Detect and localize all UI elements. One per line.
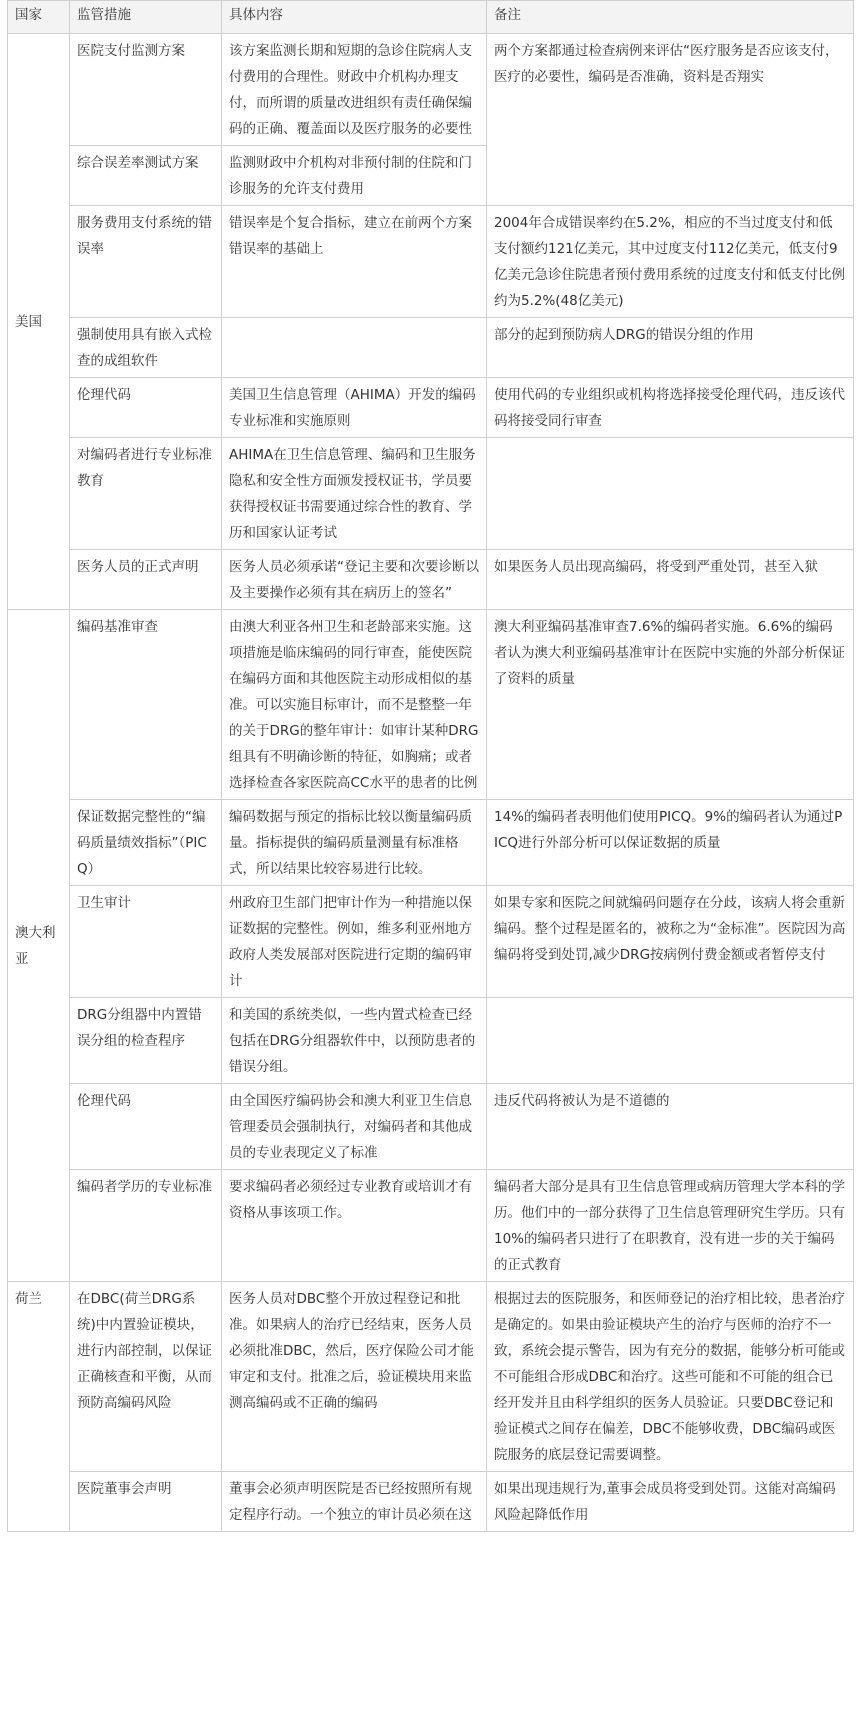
measure-cell: 医院支付监测方案 <box>70 34 222 146</box>
header-country: 国家 <box>8 1 70 34</box>
content-cell: AHIMA在卫生信息管理、编码和卫生服务隐私和安全性方面颁发授权证书，学员要获得授权证书需要通过综合性的教育、学历和国家认证考试 <box>222 438 487 550</box>
table-row <box>8 1170 854 1282</box>
content-cell <box>222 318 487 378</box>
country-cell-usa: 美国 <box>8 34 70 610</box>
table-row <box>8 550 854 610</box>
measure-cell: 医院董事会声明 <box>70 1472 222 1532</box>
measure-cell: 编码基准审查 <box>70 610 222 800</box>
content-cell: 由澳大利亚各州卫生和老龄部来实施。这项措施是临床编码的同行审查，能使医院在编码方面和其他医院主动形成相似的基准。可以实施目标审计，而不是整整一年的关于DRG的整年审计：如审计某种DRG组具有不明确诊断的特征，如胸痛；或者选择检查各家医院高CC水平的患者的比例 <box>222 610 487 800</box>
measure-cell: 卫生审计 <box>70 886 222 998</box>
measure-cell: 编码者学历的专业标准 <box>70 1170 222 1282</box>
content-cell: 董事会必须声明医院是否已经按照所有规定程序行动。一个独立的审计员必须在这 <box>222 1472 487 1532</box>
table-row <box>8 438 854 550</box>
content-cell: 错误率是个复合指标，建立在前两个方案错误率的基础上 <box>222 206 487 318</box>
measure-cell: 伦理代码 <box>70 1084 222 1170</box>
table-row <box>8 800 854 886</box>
content-cell: 州政府卫生部门把审计作为一种措施以保证数据的完整性。例如，维多利亚州地方政府人类发展部对医院进行定期的编码审计 <box>222 886 487 998</box>
header-measure: 监管措施 <box>70 1 222 34</box>
table-row <box>8 998 854 1084</box>
remark-cell: 如果专家和医院之间就编码问题存在分歧，该病人将会重新编码。整个过程是匿名的，被称之为“金标准”。医院因为高编码将受到处罚,减少DRG按病例付费金额或者暂停支付 <box>487 886 854 998</box>
country-cell-australia: 澳大利亚 <box>8 610 70 1282</box>
drg-coding-supervision-table <box>7 0 854 1532</box>
remark-cell: 如果医务人员出现高编码，将受到严重处罚，甚至入狱 <box>487 550 854 610</box>
table-row <box>8 34 854 146</box>
remark-cell: 使用代码的专业组织或机构将选择接受伦理代码，违反该代码将接受同行审查 <box>487 378 854 438</box>
remark-cell: 2004年合成错误率约在5.2%，相应的不当过度支付和低支付额约121亿美元，其中过度支付112亿美元，低支付9亿美元急诊住院患者预付费用系统的过度支付和低支付比例约为5.2%(48亿美元) <box>487 206 854 318</box>
content-cell: 该方案监测长期和短期的急诊住院病人支付费用的合理性。财政中介机构办理支付，而所谓的质量改进组织有责任确保编码的正确、覆盖面以及医疗服务的必要性 <box>222 34 487 146</box>
country-cell-netherlands: 荷兰 <box>8 1282 70 1532</box>
remark-cell <box>487 998 854 1084</box>
measure-cell: 医务人员的正式声明 <box>70 550 222 610</box>
remark-cell <box>487 438 854 550</box>
table-row <box>8 1282 854 1472</box>
remark-cell: 两个方案都通过检查病例来评估“医疗服务是否应该支付，医疗的必要性，编码是否准确，资料是否翔实 <box>487 34 854 206</box>
measure-cell: 保证数据完整性的“编码质量绩效指标”（PICQ） <box>70 800 222 886</box>
remark-cell: 14%的编码者表明他们使用PICQ。9%的编码者认为通过PICQ进行外部分析可以保证数据的质量 <box>487 800 854 886</box>
measure-cell: DRG分组器中内置错误分组的检查程序 <box>70 998 222 1084</box>
table-row <box>8 1472 854 1532</box>
content-cell: 和美国的系统类似，一些内置式检查已经包括在DRG分组器软件中，以预防患者的错误分组。 <box>222 998 487 1084</box>
table-row <box>8 610 854 800</box>
content-cell: 监测财政中介机构对非预付制的住院和门诊服务的允许支付费用 <box>222 146 487 206</box>
content-cell: 要求编码者必须经过专业教育或培训才有资格从事该项工作。 <box>222 1170 487 1282</box>
measure-cell: 对编码者进行专业标准教育 <box>70 438 222 550</box>
measure-cell: 服务费用支付系统的错误率 <box>70 206 222 318</box>
measure-cell: 综合误差率测试方案 <box>70 146 222 206</box>
table-row <box>8 1084 854 1170</box>
table-row <box>8 886 854 998</box>
measure-cell: 伦理代码 <box>70 378 222 438</box>
measure-cell: 强制使用具有嵌入式检查的成组软件 <box>70 318 222 378</box>
header-content: 具体内容 <box>222 1 487 34</box>
remark-cell: 部分的起到预防病人DRG的错误分组的作用 <box>487 318 854 378</box>
table-row <box>8 318 854 378</box>
table-header-row <box>8 1 854 34</box>
measure-cell: 在DBC(荷兰DRG系统)中内置验证模块，进行内部控制，以保证正确核查和平衡，从而预防高编码风险 <box>70 1282 222 1472</box>
remark-cell: 如果出现违规行为,董事会成员将受到处罚。这能对高编码风险起降低作用 <box>487 1472 854 1532</box>
remark-cell: 澳大利亚编码基准审查7.6%的编码者实施。6.6%的编码者认为澳大利亚编码基准审计在医院中实施的外部分析保证了资料的质量 <box>487 610 854 800</box>
content-cell: 医务人员对DBC整个开放过程登记和批准。如果病人的治疗已经结束，医务人员必须批准DBC，然后，医疗保险公司才能审定和支付。批准之后，验证模块用来监测高编码或不正确的编码 <box>222 1282 487 1472</box>
remark-cell: 违反代码将被认为是不道德的 <box>487 1084 854 1170</box>
table-row <box>8 206 854 318</box>
content-cell: 医务人员必须承诺“登记主要和次要诊断以及主要操作必须有其在病历上的签名” <box>222 550 487 610</box>
table-row <box>8 378 854 438</box>
remark-cell: 根据过去的医院服务，和医师登记的治疗相比较，患者治疗是确定的。如果由验证模块产生的治疗与医师的治疗不一致，系统会提示警告，因为有充分的数据，能够分析可能或不可能组合形成DBC和治疗。这些可能和不可能的组合已经开发并且由科学组织的医务人员验证。只要DBC登记和验证模式之间存在偏差，DBC不能够收费，DBC编码或医院服务的底层登记需要调整。 <box>487 1282 854 1472</box>
header-remark: 备注 <box>487 1 854 34</box>
content-cell: 美国卫生信息管理（AHIMA）开发的编码专业标准和实施原则 <box>222 378 487 438</box>
content-cell: 由全国医疗编码协会和澳大利亚卫生信息管理委员会强制执行，对编码者和其他成员的专业表现定义了标准 <box>222 1084 487 1170</box>
remark-cell: 编码者大部分是具有卫生信息管理或病历管理大学本科的学历。他们中的一部分获得了卫生信息管理研究生学历。只有10%的编码者只进行了在职教育，没有进一步的关于编码的正式教育 <box>487 1170 854 1282</box>
content-cell: 编码数据与预定的指标比较以衡量编码质量。指标提供的编码质量测量有标准格式，所以结果比较容易进行比较。 <box>222 800 487 886</box>
